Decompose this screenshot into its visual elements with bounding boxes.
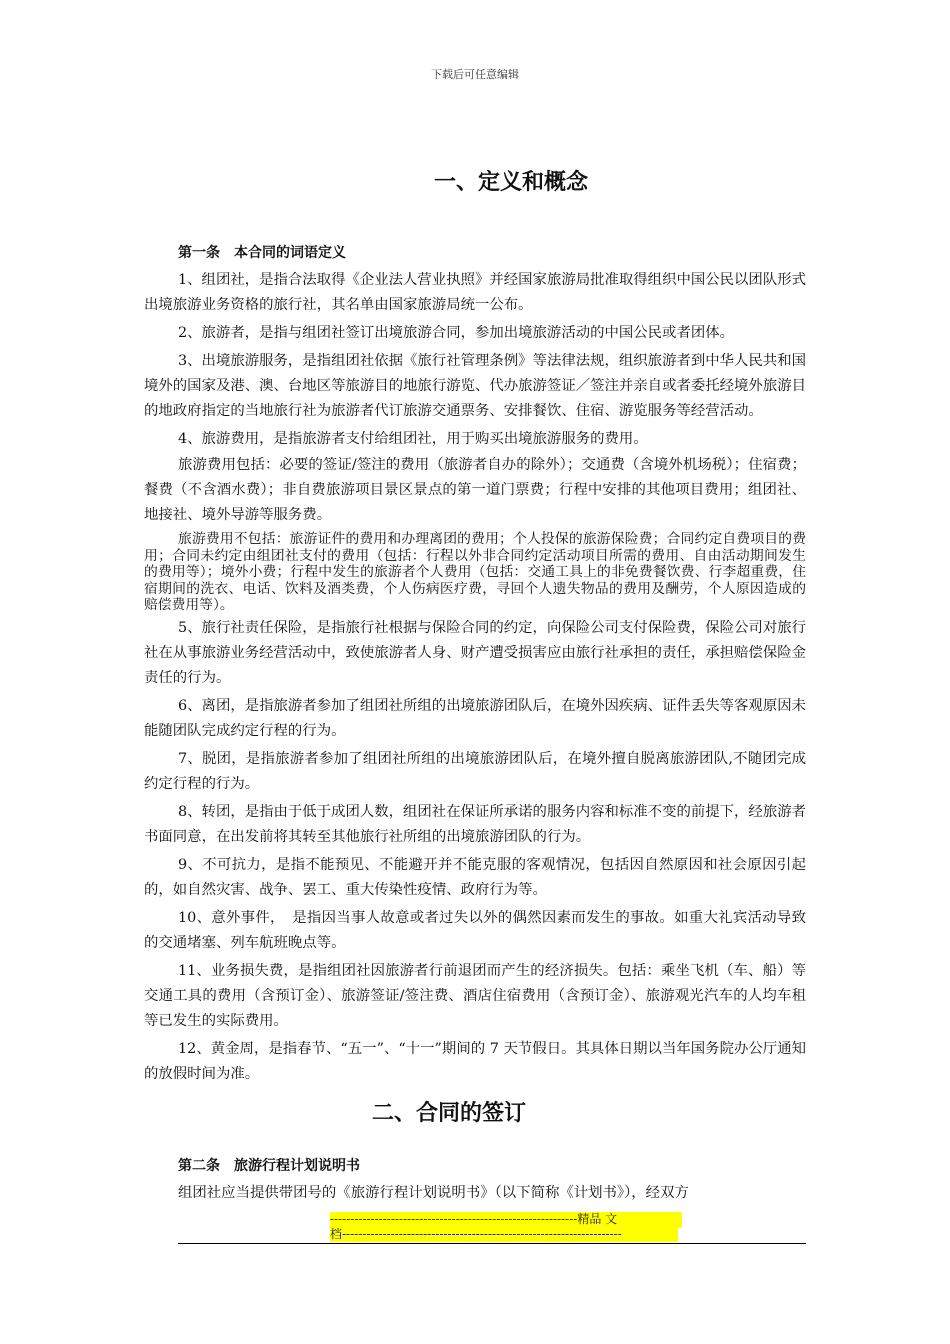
paragraph-def-2: 2、旅游者，是指与组团社签订出境旅游合同，参加出境旅游活动的中国公民或者团体。 xyxy=(178,325,735,341)
paragraph-def-4: 4、旅游费用，是指旅游者支付给组团社，用于购买出境旅游服务的费用。 xyxy=(178,431,648,447)
footer-watermark xyxy=(330,1212,682,1242)
paragraph-fee-excluded: 旅游费用不包括：旅游证件的费用和办理离团的费用；个人投保的旅游保险费；合同约定自费项目的费用；合同未约定由组团社支付的费用（包括：行程以外非合同约定活动项目所需的费用、自由活动期间发生的费用等）；境外小费；行程中发生的旅游者个人费用（包括：交通工具上的非免费餐饮费、行李超重费，住宿期间的洗衣、电话、饮料及酒类费，个人伤病医疗费，寻回个人遗失物品的费用及酬劳，个人原因造成的赔偿费用等）。 xyxy=(144,531,806,613)
section-title-definitions: 一、定义和概念 xyxy=(433,170,588,195)
page-header: 下载后可任意编辑 xyxy=(431,68,519,81)
footer-divider xyxy=(178,1243,806,1244)
paragraph-plan: 组团社应当提供带团号的《旅游行程计划说明书》（以下简称《计划书》），经双方 xyxy=(178,1185,689,1201)
section-body-signing xyxy=(144,1155,806,1206)
paragraph-def-12: 12、黄金周，是指春节、“五一”、“十一”期间的 7 天节假日。其具体日期以当年国务院办公厅通知的放假时间为准。 xyxy=(144,1040,806,1082)
paragraph-fee-included: 旅游费用包括：必要的签证/签注的费用（旅游者自办的除外）；交通费（含境外机场税）；住宿费；餐费（不含酒水费）；非自费旅游项目景区景点的第一道门票费；行程中安排的其他项目费用；组团社、地接社、境外导游等服务费。 xyxy=(144,457,806,523)
paragraph-def-7: 7、脱团，是指旅游者参加了组团社所组的出境旅游团队后，在境外擅自脱离旅游团队,不随团完成约定行程的行为。 xyxy=(144,750,806,792)
paragraph-def-9: 9、不可抗力，是指不能预见、不能避开并不能克服的客观情况，包括因自然原因和社会原因引起的，如自然灾害、战争、罢工、重大传染性疫情、政府行为等。 xyxy=(144,856,806,898)
footer-line: -------------------------------------------------------------精品 文 xyxy=(330,1212,682,1227)
paragraph-def-8: 8、转团，是指由于低于成团人数，组团社在保证所承诺的服务内容和标准不变的前提下，经旅游者书面同意，在出发前将其转至其他旅行社所组的出境旅游团队的行为。 xyxy=(144,803,806,845)
section-body-definitions xyxy=(144,242,806,1087)
paragraph-def-5: 5、旅行社责任保险，是指旅行社根据与保险合同的约定，向保险公司支付保险费，保险公司对旅行社在从事旅游业务经营活动中，致使旅游者人身、财产遭受损害应由旅行社承担的责任，承担赔偿保险金责任的行为。 xyxy=(144,619,806,686)
article-heading: 第一条 本合同的词语定义 xyxy=(178,245,346,261)
paragraph-def-11: 11、业务损失费，是指组团社因旅游者行前退团而产生的经济损失。包括：乘坐飞机（车、船）等交通工具的费用（含预订金）、旅游签证/签注费、酒店住宿费用（含预订金）、旅游观光汽车的人均车租等已发生的实际费用。 xyxy=(144,962,806,1029)
paragraph-def-10: 10、意外事件， 是指因当事人故意或者过失以外的偶然因素而发生的事故。如重大礼宾活动导致的交通堵塞、列车航班晚点等。 xyxy=(144,909,806,951)
article-heading: 第二条 旅游行程计划说明书 xyxy=(178,1158,360,1174)
paragraph-def-3: 3、出境旅游服务，是指组团社依据《旅行社管理条例》等法律法规，组织旅游者到中华人民共和国境外的国家及港、澳、台地区等旅游目的地旅行游览、代办旅游签证／签注并亲自或者委托经境外旅游目的地政府指定的当地旅行社为旅游者代订旅游交通票务、安排餐饮、住宿、游览服务等经营活动。 xyxy=(144,353,806,419)
paragraph-def-6: 6、离团，是指旅游者参加了组团社所组的出境旅游团队后，在境外因疾病、证件丢失等客观原因未能随团队完成约定行程的行为。 xyxy=(144,697,806,739)
paragraph-def-1: 1、组团社，是指合法取得《企业法人营业执照》并经国家旅游局批准取得组织中国公民以团队形式出境旅游业务资格的旅行社，其名单由国家旅游局统一公布。 xyxy=(144,272,806,313)
section-title-signing: 二、合同的签订 xyxy=(371,1101,526,1126)
footer-line: 档--------------------------------------------------------------------- xyxy=(330,1227,678,1242)
